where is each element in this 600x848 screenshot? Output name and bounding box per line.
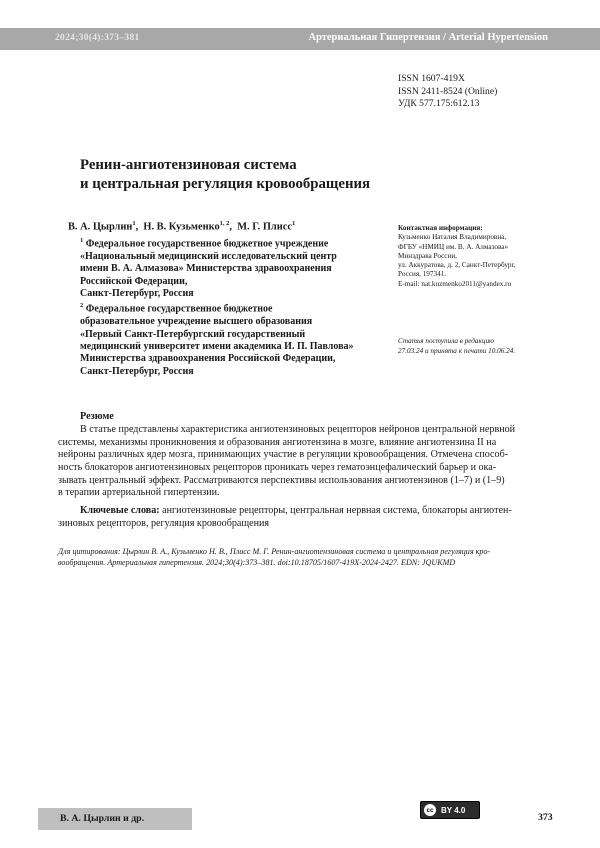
contact-email: E-mail: nat.kuzmenko2011@yandex.ru <box>398 279 512 288</box>
abstract-line: нейроны различных ядер мозга, принимающих участие в регуляции кровообращения. Отмечена способ- <box>58 449 509 461</box>
affil-line: имени В. А. Алмазова» Министерства здравоохранения <box>80 263 332 275</box>
affil-line: Санкт-Петербург, Россия <box>80 365 194 377</box>
received-line: Статья поступила в редакцию <box>398 337 495 345</box>
author-affil-sup: 1 <box>291 220 296 227</box>
journal-name: Артериальная Гипертензия / Arterial Hypertension <box>308 32 548 43</box>
affiliation-1 <box>80 235 390 300</box>
abstract-text <box>58 424 549 500</box>
footer-bar <box>38 808 192 830</box>
author-name: Н. В. Кузьменко <box>143 221 220 233</box>
affil-line: Министерства здравоохранения Российской Федерации, <box>80 353 336 365</box>
title-line-2: и центральная регуляция кровообращения <box>80 176 371 192</box>
affiliation-2 <box>80 300 390 378</box>
contact-line: ФГБУ «НМИЦ им. В. А. Алмазова» <box>398 242 509 251</box>
author-name: В. А. Цырлин <box>68 221 133 233</box>
received-line: 27.03.24 и принята к печати 10.06.24. <box>398 346 516 355</box>
keywords-label: Ключевые слова: <box>80 505 160 516</box>
running-header <box>0 28 600 50</box>
issn-online: ISSN 2411-8524 (Online) <box>398 85 498 97</box>
affiliations <box>80 235 390 378</box>
keywords-line: зиновых рецепторов, регуляция кровообращения <box>58 517 270 529</box>
contact-line: ул. Аккуратова, д. 2, Санкт-Петербург, <box>398 261 516 270</box>
keywords <box>58 505 549 530</box>
footer-authors: В. А. Цырлин и др. <box>60 813 145 824</box>
abstract-line: ность блокаторов ангиотензиновых рецепторов проникать через гематоэнцефалический барьер и ока- <box>58 461 497 473</box>
abstract-line: зывать центральный эффект. Рассматриваются перспективы использования ангиотензинов (1–7) и (1–9) <box>58 474 505 486</box>
abstract-heading: Резюме <box>80 411 114 422</box>
author-name: М. Г. Плисс <box>237 221 292 233</box>
contact-info <box>398 224 558 289</box>
cc-license-badge[interactable] <box>420 801 480 819</box>
citation <box>58 546 553 568</box>
page-number: 373 <box>538 812 553 823</box>
abstract-line: В статье представлены характеристика ангиотензиновых рецепторов нейронов центральной нервной <box>80 424 516 435</box>
affil-line: Федеральное государственное бюджетное <box>85 303 273 315</box>
affil-line: медицинский университет имени академика И. П. Павлова» <box>80 340 354 352</box>
affil-line: Российской Федерации, <box>80 275 188 287</box>
affil-line: «Первый Санкт-Петербургский государственный <box>80 328 306 340</box>
cc-icon: cc <box>424 804 436 816</box>
affil-line: «Национальный медицинский исследовательский центр <box>80 250 337 262</box>
author-affil-sup: 1 <box>132 220 136 227</box>
affil-line: образовательное учреждение высшего образования <box>80 316 313 328</box>
issn-block <box>398 73 497 111</box>
keywords-line: ангиотензиновые рецепторы, центральная нервная система, блокаторы ангиотен- <box>162 505 512 516</box>
issue-info: 2024;30(4):373–381 <box>55 33 140 43</box>
affil-sup: 2 <box>80 302 84 310</box>
license-label: BY 4.0 <box>441 805 466 815</box>
udk-code: УДК 577.175:612.13 <box>398 98 480 109</box>
contact-line: Кузьменко Наталия Владимировна, <box>398 233 507 242</box>
citation-line: Для цитирования: Цырлин В. А., Кузьменко Н. В., Плисс М. Г. Ренин-ангиотензиновая система и центральная регуляция кро- <box>58 547 491 556</box>
author-affil-sup: 1, 2 <box>219 220 230 227</box>
issn-print: ISSN 1607-419X <box>398 73 465 84</box>
citation-line: вообращения. Артериальная гипертензия. 2024;30(4):373–381. doi:10.18705/1607-419X-2024-2427. EDN: JQUKMD <box>58 558 456 568</box>
affil-sup: 1 <box>80 237 84 244</box>
contact-line: Минздрава России, <box>398 251 457 260</box>
received-dates <box>398 337 568 356</box>
author-list: В. А. Цырлин$^1$, Н. В. Кузьменко$^{1, 2}$, М. Г. Плисс$^1$ <box>68 220 296 233</box>
abstract-line: системы, механизмы проникновения и образования ангиотензина в мозге, влияние ангиотензина II на <box>58 436 497 448</box>
article-title <box>80 156 460 194</box>
abstract-line: в терапии артериальной гипертензии. <box>58 487 220 499</box>
affil-line: Федеральное государственное бюджетное учреждение <box>85 238 329 250</box>
contact-title: Контактная информация: <box>398 224 483 232</box>
title-line-1: Ренин-ангиотензиновая система <box>80 157 297 173</box>
contact-line: Россия, 197341. <box>398 270 447 279</box>
affil-line: Санкт-Петербург, Россия <box>80 287 194 299</box>
